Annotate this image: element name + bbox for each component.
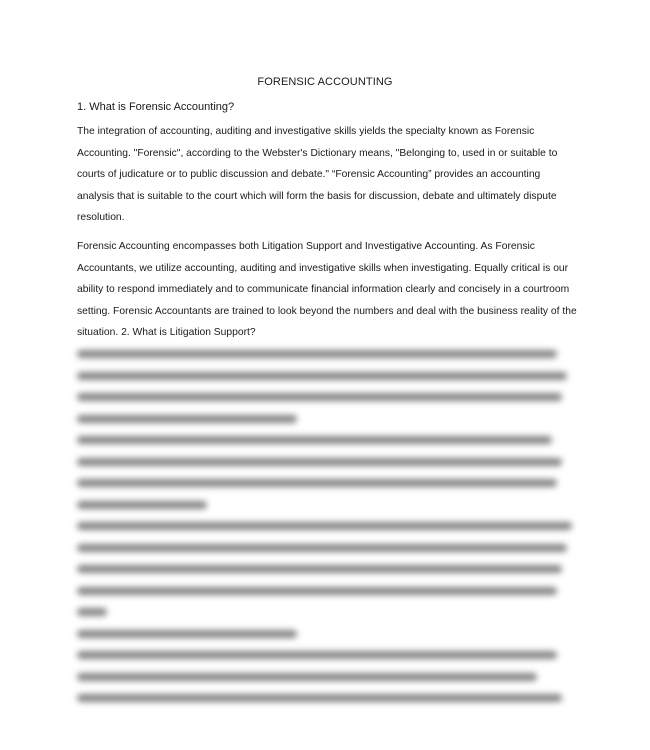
- blurred-paragraph: [77, 436, 577, 509]
- document-title: FORENSIC ACCOUNTING: [257, 76, 393, 88]
- blurred-preview-content: [77, 350, 577, 716]
- blurred-heading: [77, 630, 577, 638]
- blurred-paragraph: [77, 350, 577, 423]
- paragraph-1: The integration of accounting, auditing and investigative skills yields the specialty known as Forensic Accounting. "Forensic", according to the Webster's Dictionary means, "Belonging to, used in or suitable to courts of judicature or to public discussion and debate." “Forensic Accounting” provides an accounting analysis that is suitable to the court which will form the basis for discussion, debate and ultimately dispute resolution.: [77, 126, 558, 223]
- blurred-paragraph: [77, 651, 577, 702]
- paragraph-2: Forensic Accounting encompasses both Litigation Support and Investigative Accounting. As Forensic Accountants, we utilize accounting, auditing and investigative skills when investigating. Equally critical is our ability to respond immediately and to communicate financial information clearly and concisely in a courtroom setting. Forensic Accountants are trained to look beyond the numbers and deal with the business reality of the situation. 2. What is Litigation Support?: [77, 241, 577, 338]
- blurred-paragraph: [77, 522, 577, 616]
- section-heading: 1. What is Forensic Accounting?: [77, 101, 235, 113]
